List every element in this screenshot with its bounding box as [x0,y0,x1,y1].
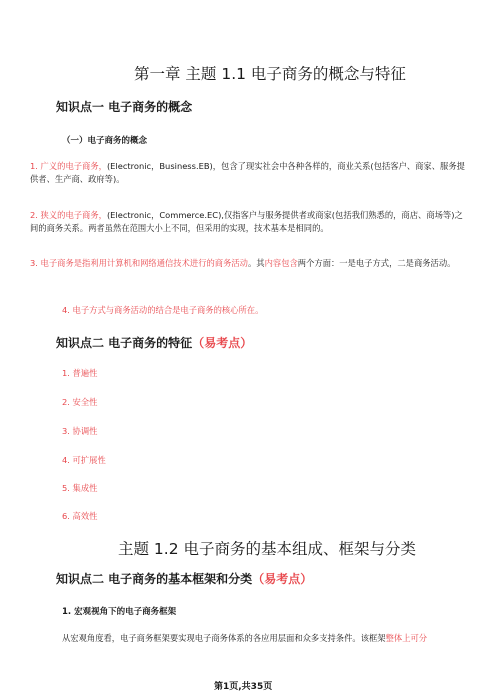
body-text: 两个方面：一是电子方式，二是商务活动。 [297,258,456,268]
subsection-heading: 1. 宏观视角下的电子商务框架 [62,607,177,617]
highlight-text: 4. 电子方式与商务活动的结合是电子商务的核心所在。 [62,305,264,315]
body-text: 。其 [247,258,265,268]
highlight-text: 内容包含 [264,258,298,268]
page-number-footer: 第1页,共35页 [214,682,273,692]
feature-item: 1. 普遍性 [62,368,98,378]
feature-item: 3. 协调性 [62,426,98,436]
paragraph-core [62,304,462,317]
section-title: 主题 1.2 电子商务的基本组成、框架与分类 [118,540,417,558]
body-text: 从宏观角度看，电子商务框架要实现电子商务体系的各应用层面和众多支持条件。该框架 [62,633,386,643]
feature-item: 2. 安全性 [62,397,98,407]
exam-tag: （易考点） [192,336,253,350]
paragraph-macro-framework [62,632,482,645]
heading-text: 知识点二 电子商务的特征 [56,336,193,350]
body-text: (Electronic，Commerce.EC),仅指客户与服务提供者或商家(包括我们熟悉的，商店、商场等)之间的商务关系。两者虽然在范围大小上不同，但采用的实现，技术基本是相同的。 [30,210,463,233]
paragraph-definition-content [30,257,470,270]
highlight-text: 整体上可分 [385,633,428,643]
highlight-text: 3. 电子商务是指利用计算机和网络通信技术进行的商务活动 [30,258,248,268]
heading-text: 知识点二 电子商务的基本框架和分类 [56,572,253,586]
highlight-text: 1. 广义的电子商务， [30,161,107,171]
knowledge-point-3-heading [56,570,312,587]
exam-tag: （易考点） [252,572,313,586]
body-text: (Electronic，Business.EB)，包含了现实社会中各种各样的，商业关系(包括客户、商家、服务提供者、生产商、政府等)。 [30,161,465,184]
knowledge-point-1-heading: 知识点一 电子商务的概念 [56,100,193,114]
feature-item: 5. 集成性 [62,483,98,493]
chapter-title: 第一章 主题 1.1 电子商务的概念与特征 [134,65,406,83]
feature-item: 4. 可扩展性 [62,455,106,465]
paragraph-narrow-definition [30,209,470,235]
highlight-text: 2. 狭义的电子商务， [30,210,107,220]
paragraph-broad-definition [30,160,470,186]
knowledge-point-2-heading [56,334,252,351]
feature-item: 6. 高效性 [62,511,98,521]
subsection-heading: （一）电子商务的概念 [62,136,148,146]
